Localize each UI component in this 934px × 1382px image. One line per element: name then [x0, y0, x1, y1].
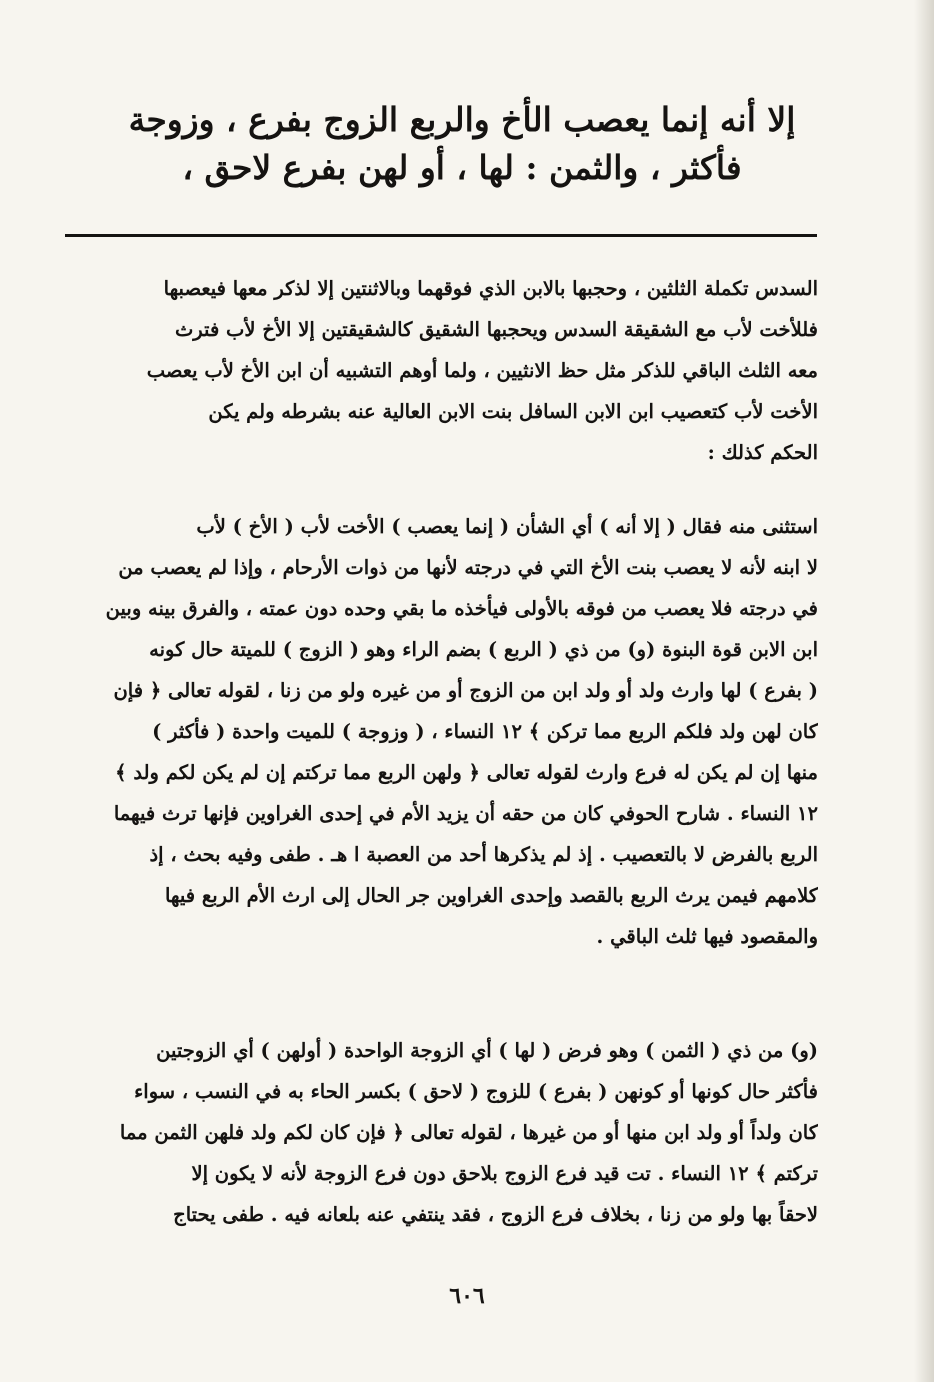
commentary-line: كان لهن ولد فلكم الربع مما تركن ﴾ ١٢ النساء ، ( وزوجة ) للميت واحدة ( فأكثر ) [152, 720, 818, 743]
matn-line: إلا أنه إنما يعصب الأخ والربع الزوج بفرع ، وزوجة [128, 100, 796, 139]
commentary-paragraph-1 [64, 268, 818, 473]
commentary-line: استثنى منه فقال ( إلا أنه ) أي الشأن ( إنما يعصب ) الأخت لأب ( الأخ ) لأب [196, 515, 818, 538]
page-number: ٦٠٦ [449, 1283, 485, 1309]
commentary-line: ( بفرع ) لها وارث ولد أو ولد ابن من الزوج أو من غيره ولو من زنا ، لقوله تعالى ﴿ فإن [113, 679, 818, 702]
commentary-line: كان ولداً أو ولد ابن منها أو من غيرها ، لقوله تعالى ﴿ فإن كان لكم ولد فلهن الثمن مما [119, 1121, 818, 1144]
commentary-line: فأكثر حال كونها أو كونهن ( بفرع ) للزوج ( لاحق ) بكسر الحاء به في النسب ، سواء [134, 1080, 818, 1103]
commentary-line: (و) من ذي ( الثمن ) وهو فرض ( لها ) أي الزوجة الواحدة ( أولهن ) أي الزوجتين [156, 1039, 818, 1062]
commentary-line: تركتم ﴾ ١٢ النساء . تت قيد فرع الزوج بلاحق دون فرع الزوجة لأنه لا يكون إلا [191, 1162, 818, 1185]
separator-rule [65, 234, 817, 237]
commentary-line: فللأخت لأب مع الشقيقة السدس ويحجبها الشقيق كالشقيقتين إلا الأخ لأب فترث [174, 318, 818, 341]
commentary-line: لا ابنه لأنه لا يعصب بنت الأخ التي في درجته لأنها من ذوات الأرحام ، وإذا لم يعصب من [118, 556, 818, 579]
commentary-line: الأخت لأب كتعصيب ابن الابن السافل بنت الابن العالية عنه بشرطه ولم يكن [208, 400, 818, 423]
commentary-paragraph-2 [64, 506, 818, 957]
commentary-paragraph-3 [64, 1030, 818, 1235]
commentary-line: والمقصود فيها ثلث الباقي . [596, 925, 818, 948]
matn-line: فأكثر ، والثمن : لها ، أو لهن بفرع لاحق ، [182, 148, 742, 187]
commentary-line: معه الثلث الباقي للذكر مثل حظ الانثيين ، ولما أوهم التشبيه أن ابن الأخ لأب يعصب [146, 359, 818, 382]
commentary-line: كلامهم فيمن يرث الربع بالقصد وإحدى الغراوين جر الحال إلى ارث الأم الربع فيها [164, 884, 818, 907]
commentary-line: السدس تكملة الثلثين ، وحجبها بالابن الذي فوقهما وبالاثنتين إلا لذكر معها فيعصبها [163, 277, 818, 300]
commentary-line: منها إن لم يكن له فرع وارث لقوله تعالى ﴿ ولهن الربع مما تركتم إن لم يكن لكم ولد ﴾ [115, 761, 818, 784]
commentary-line: ابن الابن قوة البنوة (و) من ذي ( الربع ) بضم الراء وهو ( الزوج ) للميتة حال كونه [149, 638, 818, 661]
scan-edge-shadow [914, 0, 934, 1382]
commentary-line: الربع بالفرض لا بالتعصيب . إذ لم يذكرها أحد من العصبة ا هـ . طفى وفيه بحث ، إذ [149, 843, 818, 866]
commentary-line: لاحقاً بها ولو من زنا ، بخلاف فرع الزوج ، فقد ينتفي عنه بلعانه فيه . طفى يحتاج [173, 1203, 818, 1226]
matn-verse-block [90, 96, 834, 192]
commentary-line: في درجته فلا يعصب من فوقه بالأولى فيأخذه ما بقي وحده دون عمته ، والفرق بينه وبين [105, 597, 818, 620]
commentary-line: الحكم كذلك : [707, 441, 818, 464]
commentary-line: ١٢ النساء . شارح الحوفي كان من حقه أن يزيد الأم في إحدى الغراوين فإنها ترث فيهما [113, 802, 818, 825]
